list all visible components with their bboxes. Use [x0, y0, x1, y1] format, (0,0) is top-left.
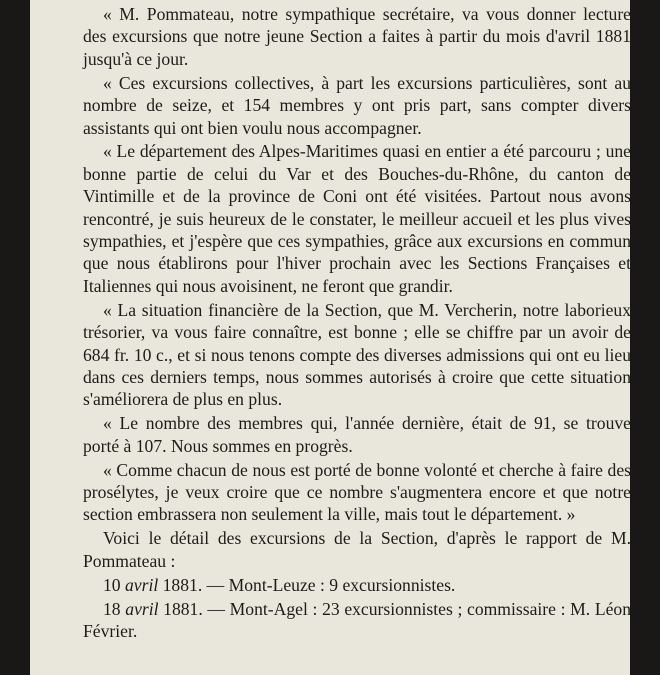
- excursion-month: avril: [125, 574, 159, 595]
- paragraph-outlook: « Comme chacun de nous est porté de bonne volonté et cherche à faire des prosélytes, je veux croire que ce nombre s'augmentera encore et que notre section embrassera non seulement la ville, mais tout le département. »: [83, 459, 631, 525]
- paragraph-finances: « La situation financière de la Section, que M. Vercherin, notre laborieux trésorier, va vous faire connaître, est bonne ; elle se chiffre par un avoir de 684 fr. 10 c., et si nous tenons compte des diverses admissions qui ont eu lieu dans ces derniers temps, nous sommes autorisés à croire que cette situation s'améliorera de plus en plus.: [83, 299, 631, 410]
- paragraph-secretary: « M. Pommateau, notre sympathique secrétaire, va vous donner lecture des excursions que notre jeune Section a faites à partir du mois d'avril 1881 jusqu'à ce jour.: [83, 4, 631, 69]
- excursion-day: 10: [103, 574, 121, 595]
- book-page: [30, 0, 630, 675]
- excursion-entry: [83, 574, 631, 596]
- excursion-details: 1881. — Mont-Leuze : 9 excursionnistes.: [158, 574, 456, 595]
- excursion-day: 18: [103, 598, 121, 619]
- excursion-entry: [83, 598, 631, 643]
- paragraph-detail-intro: Voici le détail des excursions de la Section, d'après le rapport de M. Pommateau :: [83, 528, 631, 571]
- paragraph-membership: « Le nombre des membres qui, l'année dernière, était de 91, se trouve porté à 107. Nous sommes en progrès.: [83, 413, 631, 456]
- paragraph-excursion-count: « Ces excursions collectives, à part les excursions particulières, sont au nombre de seize, et 154 membres y ont pris part, sans compter divers assistants qui ont bien voulu nous accompagner.: [83, 72, 631, 138]
- paragraph-territory: « Le département des Alpes-Maritimes quasi en entier a été parcouru ; une bonne partie de celui du Var et des Bouches-du-Rhône, du canton de Vintimille et de la province de Coni ont été visitées. Partout nous avons rencontré, je suis heureux de le constater, le meilleur accueil et les plus vives sympathies, et j'espère que ces sympathies, grâce aux excursions en commun que nous établirons pour l'hiver prochain avec les Sections Françaises et Italiennes qui nous avoisinent, ne feront que grandir.: [83, 141, 631, 296]
- excursion-month: avril: [125, 598, 159, 619]
- excursion-details: 1881. — Mont-Agel : 23 excursionnistes ; commissaire : M. Léon Février.: [83, 598, 632, 641]
- page-text: [83, 3, 631, 644]
